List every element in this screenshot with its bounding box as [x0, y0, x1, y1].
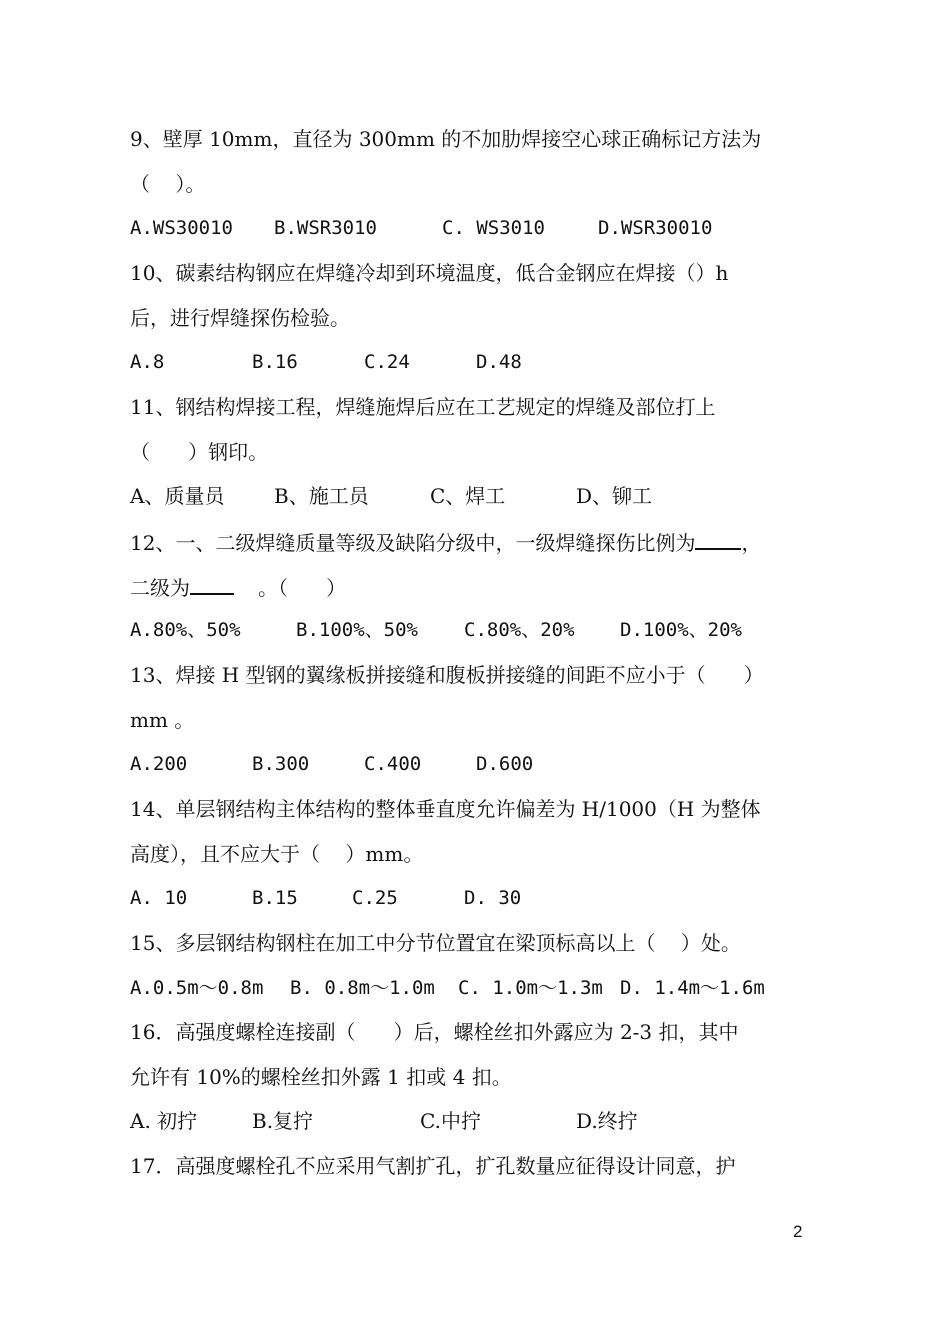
q16-stem: 16．高强度螺栓连接副（ ）后，螺栓丝扣外露应为 2-3 扣，其中: [130, 1020, 739, 1044]
q11-option-a: A、质量员: [130, 484, 225, 508]
q11-option-c: C、焊工: [430, 484, 506, 508]
q13-stem-cont: mm 。: [130, 708, 195, 732]
q15-option-b: B. 0.8m～1.0m: [290, 977, 435, 999]
q10-stem-cont: 后，进行焊缝探伤检验。: [130, 306, 350, 330]
q16-option-c: C.中拧: [420, 1109, 481, 1133]
q14-stem: 14、单层钢结构主体结构的整体垂直度允许偏差为 H/1000（H 为整体: [130, 797, 761, 821]
q10-option-d: D.48: [476, 351, 522, 373]
q15-stem: 15、多层钢结构钢柱在加工中分节位置宜在梁顶标高以上（ ）处。: [130, 931, 741, 955]
q13-option-c: C.400: [364, 753, 422, 775]
q12-stem: [130, 528, 761, 556]
q12-option-d: D.100%、20%: [620, 619, 742, 641]
q9-option-c: C. WS3010: [442, 217, 545, 239]
q14-option-d: D. 30: [464, 887, 522, 909]
q11-option-d: D、铆工: [576, 484, 653, 508]
q12-option-b: B.100%、50%: [296, 619, 418, 641]
q11-stem-cont: （ ）钢印。: [130, 440, 269, 464]
q12-option-c: C.80%、20%: [464, 619, 575, 641]
q14-option-a: A. 10: [130, 887, 188, 909]
q13-option-d: D.600: [476, 753, 534, 775]
page-number: 2: [793, 1222, 803, 1241]
q10-option-b: B.16: [252, 351, 298, 373]
q10-option-a: A.8: [130, 351, 165, 373]
q9-option-d: D.WSR30010: [598, 217, 713, 239]
q14-option-c: C.25: [352, 887, 398, 909]
q10-stem: 10、碳素结构钢应在焊缝冷却到环境温度，低合金钢应在焊接（）h: [130, 261, 729, 285]
q14-option-b: B.15: [252, 887, 298, 909]
q16-option-d: D.终拧: [576, 1109, 638, 1133]
q12-comma: ，: [741, 531, 762, 555]
q15-option-a: A.0.5m～0.8m: [130, 977, 264, 999]
q16-option-b: B.复拧: [252, 1109, 314, 1133]
q15-option-c: C. 1.0m～1.3m: [458, 977, 603, 999]
q12-option-a: A.80%、50%: [130, 619, 241, 641]
q12-level2-text: 二级为: [130, 576, 190, 600]
q12-answer-paren: 。（ ）: [258, 576, 347, 600]
q14-stem-cont: 高度），且不应大于（ ）mm。: [130, 842, 424, 866]
q17-stem: 17．高强度螺栓孔不应采用气割扩孔，扩孔数量应征得设计同意，护: [130, 1154, 736, 1178]
q9-stem-cont: （ ）。: [130, 172, 206, 196]
q9-stem: 9、壁厚 10mm，直径为 300mm 的不加肋焊接空心球正确标记方法为: [130, 127, 762, 151]
q15-option-d: D. 1.4m～1.6m: [620, 977, 765, 999]
q12-stem-text: 12、一、二级焊缝质量等级及缺陷分级中，一级焊缝探伤比例为: [130, 531, 696, 555]
q13-stem: 13、焊接 H 型钢的翼缘板拼接缝和腹板拼接缝的间距不应小于（ ）: [130, 663, 764, 687]
q11-stem: 11、钢结构焊接工程，焊缝施焊后应在工艺规定的焊缝及部位打上: [130, 395, 716, 419]
q12-blank-1: [695, 528, 741, 550]
q16-option-a: A. 初拧: [130, 1109, 198, 1133]
q16-stem-cont: 允许有 10%的螺栓丝扣外露 1 扣或 4 扣。: [130, 1065, 512, 1089]
q9-option-b: B.WSR3010: [274, 217, 377, 239]
q13-option-a: A.200: [130, 753, 188, 775]
q12-blank-2: [190, 573, 234, 595]
q9-option-a: A.WS30010: [130, 217, 233, 239]
q11-option-b: B、施工员: [274, 484, 369, 508]
q12-stem-cont: [130, 573, 346, 601]
q10-option-c: C.24: [364, 351, 410, 373]
q13-option-b: B.300: [252, 753, 310, 775]
